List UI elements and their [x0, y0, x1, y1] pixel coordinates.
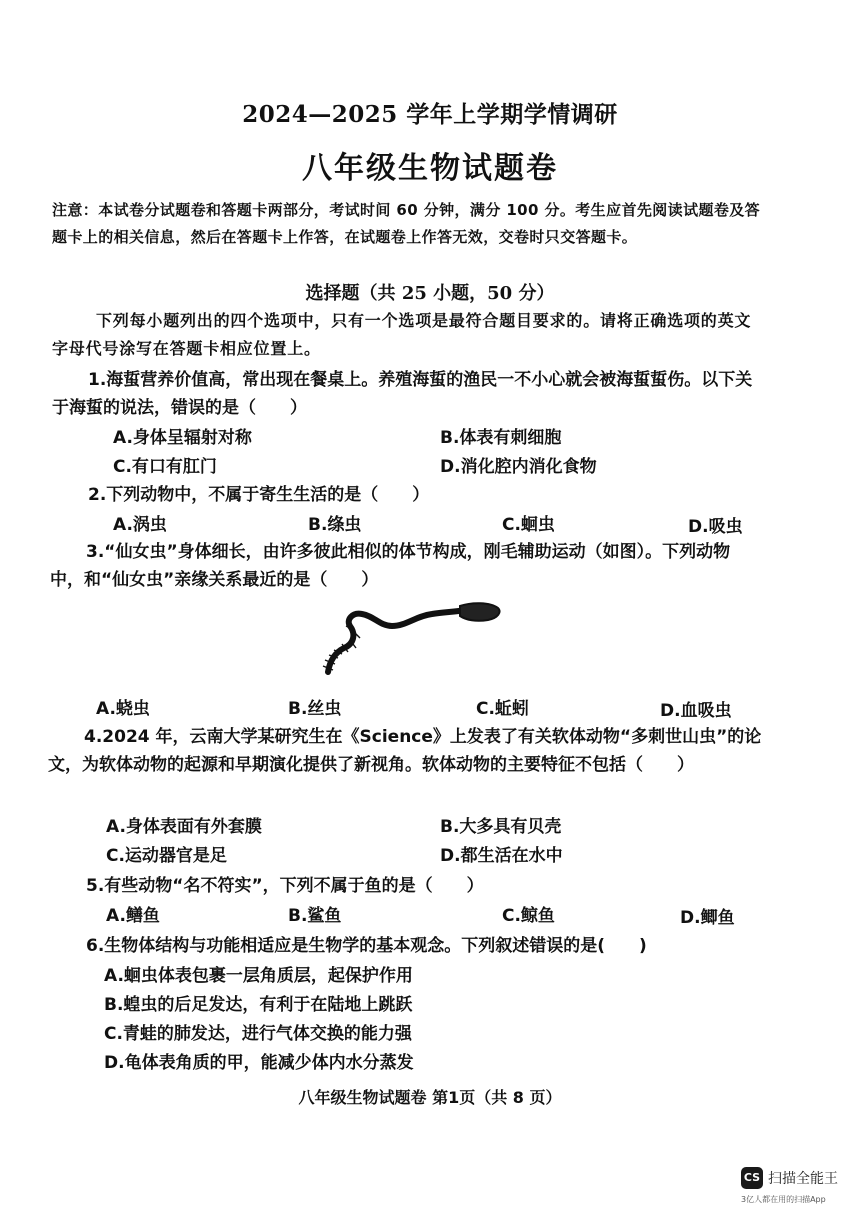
q3-option-a: A.蛲虫 [96, 699, 150, 719]
page-footer: 八年级生物试题卷 第1页（共 8 页） [298, 1088, 562, 1107]
q4-option-a: A.身体表面有外套膜 [106, 817, 262, 837]
q4-option-c: C.运动器官是足 [106, 846, 227, 866]
question-3-stem: 3.“仙女虫”身体细长，由许多彼此相似的体节构成，刚毛辅助运动（如图）。下列动物中，和“仙女虫”亲缘关系最近的是（ ） [50, 542, 731, 590]
exam-title: 2024—2025 学年上学期学情调研 [242, 101, 618, 128]
q1-option-c: C.有口有肛门 [113, 457, 217, 477]
q6-option-c: C.青蛙的肺发达，进行气体交换的能力强 [104, 1024, 412, 1044]
question-6-stem: 6.生物体结构与功能相适应是生物学的基本观念。下列叙述错误的是( ) [86, 936, 647, 956]
q6-option-b: B.蝗虫的后足发达，有利于在陆地上跳跃 [104, 995, 413, 1015]
q5-option-c: C.鲸鱼 [502, 906, 555, 926]
q2-option-d: D.吸虫 [688, 517, 743, 537]
question-1-stem: 1.海蜇营养价值高，常出现在餐桌上。养殖海蜇的渔民一不小心就会被海蜇蜇伤。以下关于海蜇的说法，错误的是（ ） [52, 370, 753, 418]
paper-title: 八年级生物试题卷 [302, 151, 558, 186]
watermark-app-name: 扫描全能王 [768, 1171, 838, 1187]
q1-option-d: D.消化腔内消化食物 [440, 457, 597, 477]
q6-option-d: D.龟体表角质的甲，能减少体内水分蒸发 [104, 1053, 414, 1073]
q5-option-b: B.鲨鱼 [288, 906, 342, 926]
q2-option-a: A.涡虫 [113, 515, 167, 535]
q3-option-c: C.蚯蚓 [476, 699, 529, 719]
q1-option-b: B.体表有刺细胞 [440, 428, 562, 448]
q3-option-d: D.血吸虫 [660, 701, 732, 721]
q2-option-c: C.蛔虫 [502, 515, 555, 535]
section-title: 选择题（共 25 小题，50 分） [305, 283, 555, 304]
q5-option-d: D.鲫鱼 [680, 908, 735, 928]
q1-option-a: A.身体呈辐射对称 [113, 428, 252, 448]
worm-figure [320, 600, 505, 680]
q3-option-b: B.丝虫 [288, 699, 342, 719]
question-4-stem: 4.2024 年，云南大学某研究生在《Science》上发表了有关软体动物“多刺世山虫”的论文，为软体动物的起源和早期演化提供了新视角。软体动物的主要特征不包括（ ） [48, 727, 762, 775]
notice-text: 注意：本试卷分试题卷和答题卡两部分，考试时间 60 分钟，满分 100 分。考生应首先阅读试题卷及答题卡上的相关信息，然后在答题卡上作答，在试题卷上作答无效，交卷时只交答题卡。 [52, 201, 761, 246]
q4-option-d: D.都生活在水中 [440, 846, 563, 866]
question-2-stem: 2.下列动物中，不属于寄生生活的是（ ） [88, 485, 430, 505]
q6-option-a: A.蛔虫体表包裹一层角质层，起保护作用 [104, 966, 413, 986]
q2-option-b: B.绦虫 [308, 515, 362, 535]
question-5-stem: 5.有些动物“名不符实”，下列不属于鱼的是（ ） [86, 876, 484, 896]
q5-option-a: A.鳝鱼 [106, 906, 160, 926]
watermark-tagline: 3亿人都在用的扫描App [741, 1195, 826, 1204]
section-instruction: 下列每小题列出的四个选项中，只有一个选项是最符合题目要求的。请将正确选项的英文字母代号涂写在答题卡相应位置上。 [52, 311, 752, 358]
camscanner-logo-icon: CS [741, 1167, 763, 1189]
q4-option-b: B.大多具有贝壳 [440, 817, 562, 837]
